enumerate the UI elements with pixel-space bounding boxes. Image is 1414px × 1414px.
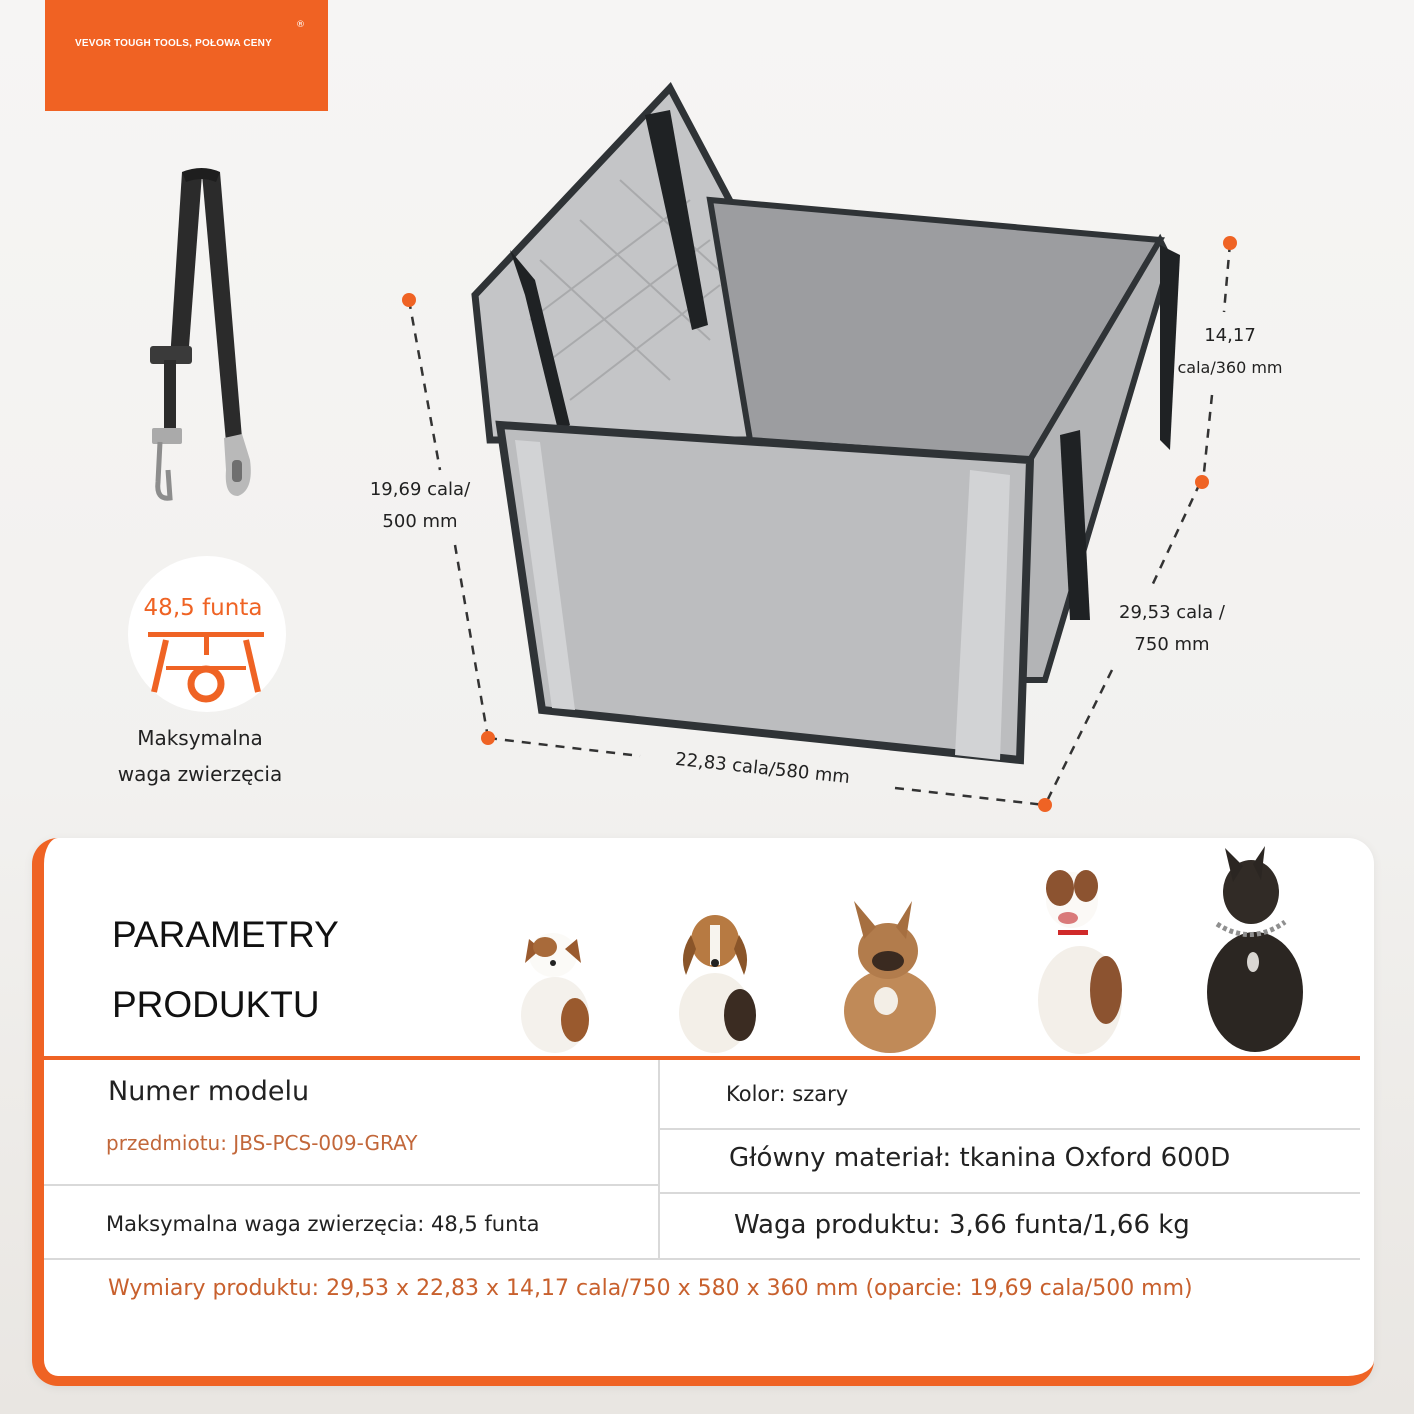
- color-spec: Kolor: szary: [726, 1082, 849, 1106]
- specs-row-divider-right-1: [660, 1128, 1360, 1130]
- seat-width-label: 22,83 cala/580 mm: [674, 748, 851, 789]
- backrest-height-metric: 500 mm: [382, 511, 458, 532]
- specs-row-divider-right-2: [660, 1192, 1360, 1194]
- dog-french-bulldog-image: [828, 893, 952, 1055]
- specs-title-line1: PARAMETRY: [112, 914, 339, 955]
- max-weight-value: 48,5 funta: [143, 595, 263, 621]
- scale-icon: [148, 628, 264, 704]
- seat-depth-metric: 750 mm: [1134, 634, 1210, 655]
- seat-height-label: [1168, 320, 1292, 384]
- seat-depth-imperial: 29,53 cala /: [1119, 602, 1225, 623]
- backrest-height-imperial: 19,69 cala/: [369, 479, 471, 500]
- max-weight-caption-line1: Maksymalna: [137, 726, 263, 750]
- registered-mark: ®: [296, 20, 305, 30]
- specs-column-divider: [658, 1060, 660, 1260]
- material-spec: Główny materiał: tkanina Oxford 600D: [729, 1143, 1231, 1173]
- dog-pitbull-image: [1022, 860, 1134, 1056]
- model-number-value: przedmiotu: JBS-PCS-009-GRAY: [106, 1131, 418, 1155]
- max-weight-spec: Maksymalna waga zwierzęcia: 48,5 funta: [106, 1212, 540, 1236]
- specs-row-divider-bottom: [44, 1258, 1360, 1260]
- dog-beagle-image: [660, 905, 770, 1057]
- brand-slogan: VEVOR TOUGH TOOLS, POŁOWA CENY: [75, 38, 272, 49]
- max-weight-caption-line2: waga zwierzęcia: [117, 762, 283, 786]
- specs-row-divider-left: [44, 1184, 658, 1186]
- product-weight-spec: Waga produktu: 3,66 funta/1,66 kg: [734, 1210, 1190, 1240]
- specs-title: [112, 900, 339, 1040]
- dog-cane-corso-image: [1195, 842, 1315, 1054]
- backrest-height-label: [355, 474, 485, 538]
- product-dimensions-spec: Wymiary produktu: 29,53 x 22,83 x 14,17 cala/750 x 580 x 360 mm (oparcie: 19,69 cala/500 mm): [108, 1276, 1193, 1301]
- seat-depth-label: [1108, 597, 1236, 661]
- max-weight-caption: [100, 720, 300, 792]
- seat-height-imperial: 14,17: [1204, 325, 1256, 346]
- specs-header-divider: [44, 1056, 1360, 1060]
- seat-height-metric: cala/360 mm: [1177, 358, 1283, 377]
- specs-title-line2: PRODUKTU: [112, 984, 320, 1025]
- dog-jack-russell-image: [505, 915, 605, 1055]
- model-number-label: Numer modelu: [108, 1076, 310, 1107]
